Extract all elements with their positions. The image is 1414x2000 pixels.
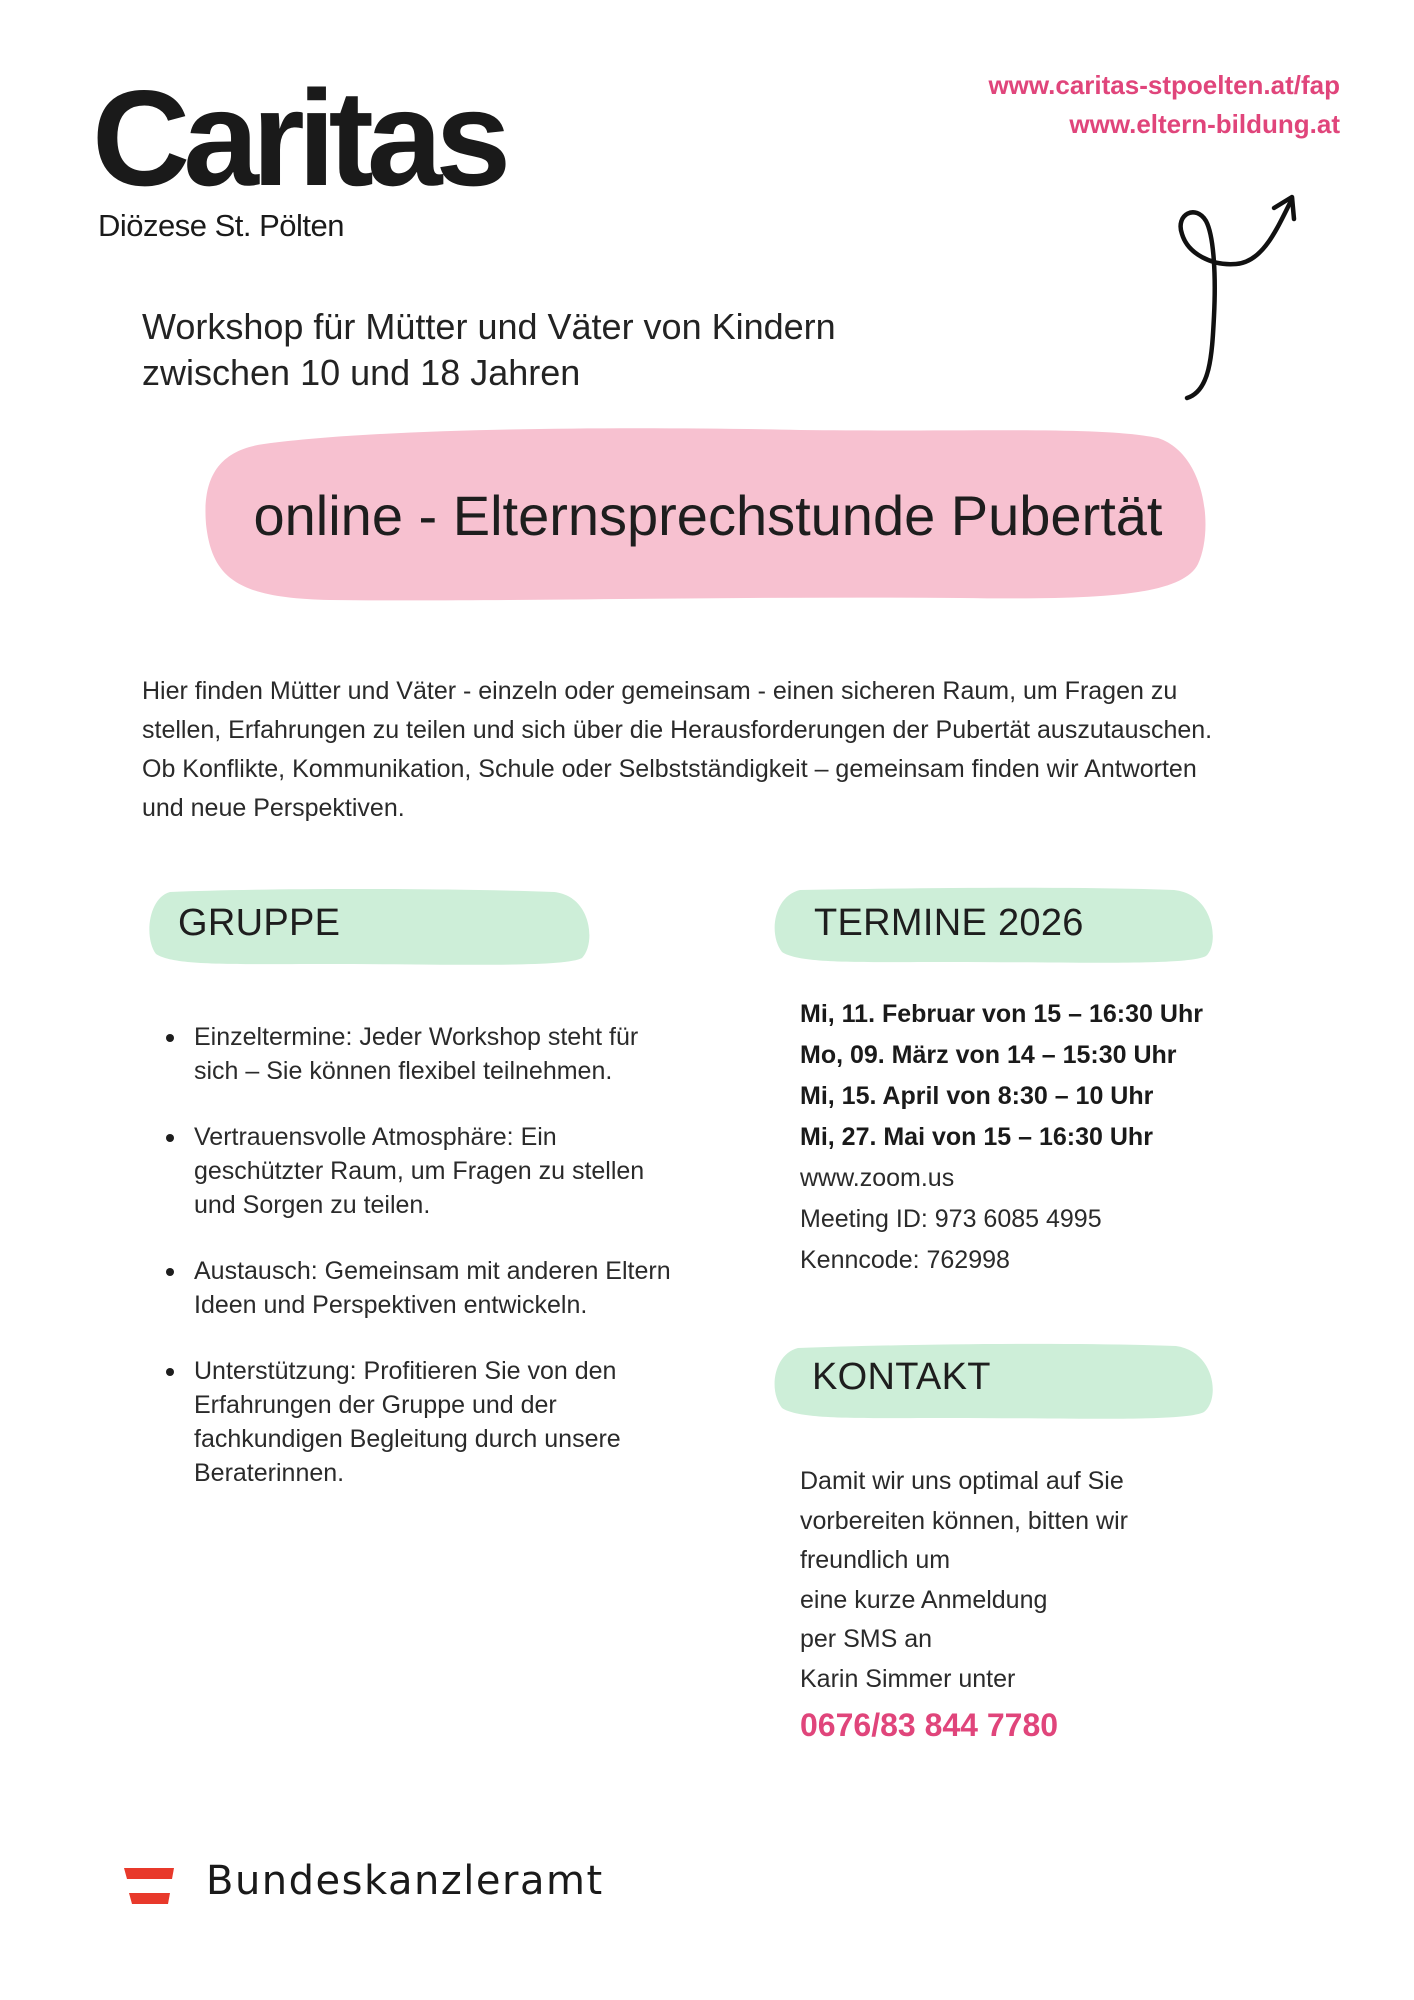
meeting-id: Meeting ID: 973 6085 4995	[800, 1205, 1102, 1233]
description-line: Hier finden Mütter und Väter - einzeln oder gemeinsam - einen sicheren Raum, um Fragen zu	[142, 677, 1178, 705]
logo-wordmark: Caritas	[92, 62, 505, 214]
url-elternbildung[interactable]: www.eltern-bildung.at	[1069, 109, 1340, 139]
kontakt-line: freundlich um	[800, 1546, 951, 1574]
termin-date: Mi, 11. Februar von 15 – 16:30 Uhr	[800, 1000, 1203, 1028]
termin-date: Mi, 27. Mai von 15 – 16:30 Uhr	[800, 1123, 1153, 1151]
intro-line-1: Workshop für Mütter und Väter von Kindern	[142, 306, 836, 347]
intro-line-2: zwischen 10 und 18 Jahren	[142, 352, 581, 393]
description-line: Ob Konflikte, Kommunikation, Schule oder Selbstständigkeit – gemeinsam finden wir Antworten	[142, 755, 1197, 783]
sponsor-bundeskanzleramt: Bundeskanzleramt	[206, 1858, 604, 1904]
caritas-logo	[92, 62, 505, 244]
termin-date: Mi, 15. April von 8:30 – 10 Uhr	[800, 1082, 1154, 1110]
bullet-dot-icon	[166, 1134, 174, 1142]
bullet-dot-icon	[166, 1368, 174, 1376]
list-item: Unterstützung: Profitieren Sie von den Erfahrungen der Gruppe und der fachkundigen Begleitung durch unsere Beraterinnen.	[142, 1354, 722, 1490]
kenncode: Kenncode: 762998	[800, 1246, 1010, 1274]
austrian-flag-icon	[124, 1868, 174, 1904]
logo-subtitle: Diözese St. Pölten	[98, 208, 345, 243]
termin-date: Mo, 09. März von 14 – 15:30 Uhr	[800, 1041, 1177, 1069]
phone-number[interactable]: 0676/83 844 7780	[800, 1707, 1059, 1743]
termine-heading: TERMINE 2026	[814, 902, 1084, 944]
kontakt-line: Karin Simmer unter	[800, 1664, 1016, 1693]
kontakt-line: per SMS an	[800, 1625, 933, 1653]
bullet-dot-icon	[166, 1034, 174, 1042]
website-links	[988, 66, 1340, 144]
list-item: Einzeltermine: Jeder Workshop steht für sich – Sie können flexibel teilnehmen.	[142, 1020, 722, 1088]
kontakt-line: eine kurze Anmeldung	[800, 1585, 1048, 1614]
page-title: online - Elternsprechstunde Pubertät	[253, 483, 1163, 547]
workshop-intro	[142, 304, 836, 396]
url-caritas[interactable]: www.caritas-stpoelten.at/fap	[988, 70, 1340, 100]
kontakt-heading: KONTAKT	[812, 1356, 991, 1398]
gruppe-heading: GRUPPE	[178, 902, 341, 944]
kontakt-text	[800, 1462, 1128, 1749]
description-line: stellen, Erfahrungen zu teilen und sich über die Herausforderungen der Pubertät auszutauschen.	[142, 716, 1213, 744]
list-item: Vertrauensvolle Atmosphäre: Ein geschützter Raum, um Fragen zu stellen und Sorgen zu teilen.	[142, 1120, 722, 1222]
gruppe-bullet-list	[142, 1020, 722, 1522]
list-item: Austausch: Gemeinsam mit anderen Eltern Ideen und Perspektiven entwickeln.	[142, 1254, 722, 1322]
description-paragraph	[142, 672, 1322, 828]
termine-list	[800, 994, 1203, 1281]
kontakt-line: Damit wir uns optimal auf Sie	[800, 1467, 1124, 1495]
kontakt-line: vorbereiten können, bitten wir	[800, 1506, 1128, 1535]
curly-arrow-icon	[1170, 186, 1320, 406]
zoom-url[interactable]: www.zoom.us	[800, 1164, 955, 1192]
description-line: und neue Perspektiven.	[142, 794, 405, 822]
bullet-dot-icon	[166, 1268, 174, 1276]
